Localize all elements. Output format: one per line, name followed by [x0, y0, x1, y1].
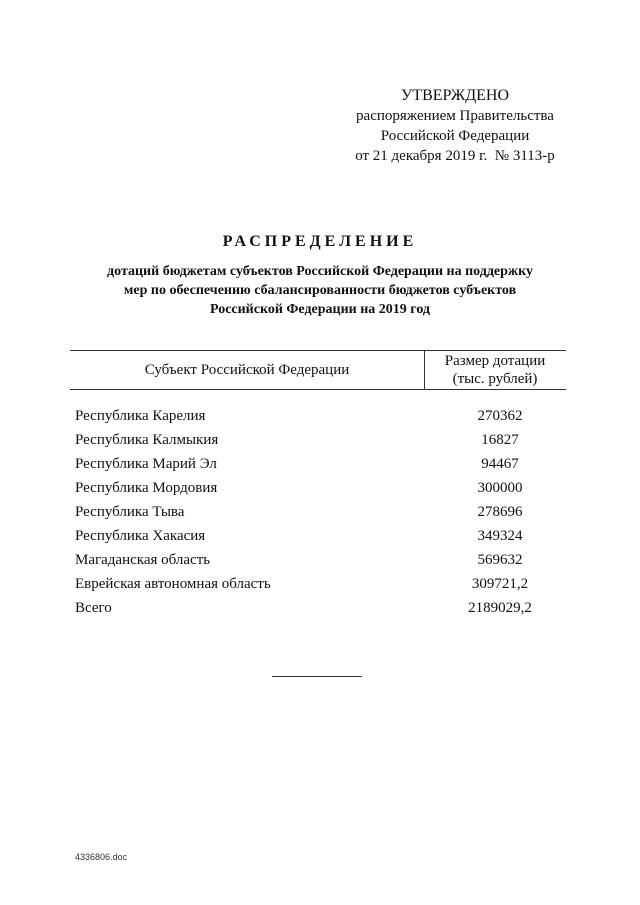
- table-row: [70, 524, 566, 548]
- table-row: [70, 476, 566, 500]
- subtitle-line-1: дотаций бюджетам субъектов Российской Федерации на поддержку: [107, 264, 533, 279]
- row-subject-name: Республика Калмыкия: [75, 432, 219, 448]
- row-amount: 300000: [477, 480, 523, 496]
- column-header-amount-line-1: Размер дотации: [444, 353, 546, 369]
- row-subject-name: Республика Хакасия: [75, 528, 206, 544]
- approval-block: [330, 86, 580, 166]
- row-subject-name: Республика Мордовия: [75, 480, 218, 496]
- column-header-amount: [424, 351, 566, 390]
- row-amount: 309721,2: [471, 576, 529, 592]
- total-amount: 2189029,2: [468, 600, 532, 616]
- row-subject-name: Республика Карелия: [75, 408, 206, 424]
- approval-date-number: от 21 декабря 2019 г. № 3113-р: [355, 148, 555, 164]
- row-amount: 278696: [477, 504, 523, 520]
- end-of-document-rule: [272, 676, 362, 677]
- table-body: [70, 404, 566, 620]
- approval-issuer-line: распоряжением Правительства: [356, 108, 554, 124]
- row-amount: 349324: [477, 528, 523, 544]
- row-subject-name: Республика Тыва: [75, 504, 185, 520]
- approval-heading: УТВЕРЖДЕНО: [400, 87, 509, 104]
- row-subject-name: Республика Марий Эл: [75, 456, 217, 472]
- table-row: [70, 452, 566, 476]
- column-header-subject: Субъект Российской Федерации: [144, 361, 350, 378]
- table-row: [70, 572, 566, 596]
- row-amount: 94467: [481, 456, 519, 472]
- table-row: [70, 548, 566, 572]
- row-amount: 270362: [477, 408, 523, 424]
- table-header: [70, 350, 566, 389]
- row-subject-name: Магаданская область: [75, 552, 211, 568]
- row-amount: 569632: [477, 552, 523, 568]
- document-file-name: 4336806.doc: [75, 852, 128, 862]
- distribution-table: [70, 350, 566, 620]
- table-row: [70, 500, 566, 524]
- column-header-amount-line-2: (тыс. рублей): [452, 371, 538, 387]
- table-row: [70, 428, 566, 452]
- subtitle-line-2: мер по обеспечению сбалансированности бюджетов субъектов: [123, 283, 517, 298]
- total-label: Всего: [75, 600, 112, 616]
- row-subject-name: Еврейская автономная область: [75, 576, 271, 592]
- table-row-total: [70, 596, 566, 620]
- approval-issuer-country: Российской Федерации: [380, 128, 530, 144]
- table-row: [70, 404, 566, 428]
- subtitle-line-3: Российской Федерации на 2019 год: [209, 302, 430, 317]
- document-subtitle: [70, 262, 570, 319]
- row-amount: 16827: [481, 432, 519, 448]
- document-title: РАСПРЕДЕЛЕНИЕ: [222, 233, 418, 250]
